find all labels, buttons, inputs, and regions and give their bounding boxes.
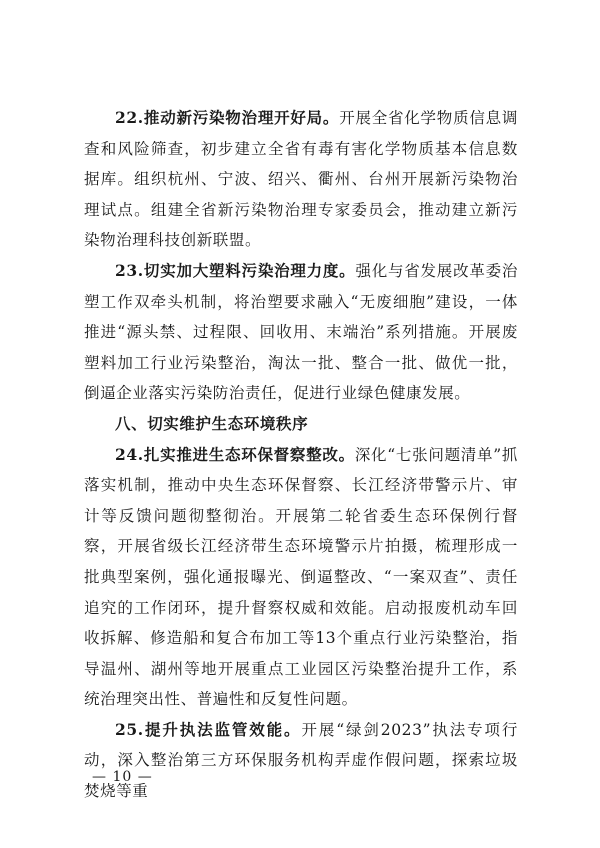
paragraph-23 (84, 256, 518, 409)
paragraph-24 (84, 440, 518, 715)
paragraph-22-lead: 22.推动新污染物治理开好局。 (115, 108, 340, 127)
document-body (84, 103, 518, 807)
paragraph-24-lead: 24.扎实推进生态环保督察整改。 (115, 444, 355, 464)
page-number: — 10 — (92, 769, 153, 785)
paragraph-22-text: 开展全省化学物质信息调查和风险筛查，初步建立全省有毒有害化学物质基本信息数据库。组织杭州、宁波、绍兴、衢州、台州开展新污染物治理试点。组建全省新污染物治理专家委员会，推动建立新污染物治理科技创新联盟。 (84, 109, 518, 250)
paragraph-25-text: 开展“绿剑2023”执法专项行动，深入整治第三方环保服务机构弄虚作假问题，探索垃圾焚烧等重 (84, 720, 518, 801)
paragraph-23-lead: 23.切实加大塑料污染治理力度。 (115, 260, 356, 280)
paragraph-25-lead: 25.提升执法监管效能。 (115, 719, 302, 739)
paragraph-24-text: 深化“七张问题清单”抓落实机制，推动中央生态环保督察、长江经济带警示片、审计等反馈问题彻整彻治。开展第二轮省委生态环保例行督察，开展省级长江经济带生态环境警示片拍摄，梳理形成一批典型案例，强化通报曝光、倒逼整改、“一案双查”、责任追究的工作闭环，提升督察权威和效能。启动报废机动车回收拆解、修造船和复合布加工等13个重点行业污染整治，指导温州、湖州等地开展重点工业园区污染整治提升工作，系统治理突出性、普遍性和反复性问题。 (84, 445, 518, 709)
section-heading: 八、切实维护生态环境秩序 (115, 414, 309, 433)
paragraph-25 (84, 715, 518, 807)
paragraph-22 (84, 103, 518, 256)
paragraph-23-text: 强化与省发展改革委治塑工作双牵头机制，将治塑要求融入“无废细胞”建设，一体推进“源头禁、过程限、回收用、末端治”系列措施。开展废塑料加工行业污染整治，淘汰一批、整合一批、做优一批，倒逼企业落实污染防治责任，促进行业绿色健康发展。 (84, 261, 518, 403)
